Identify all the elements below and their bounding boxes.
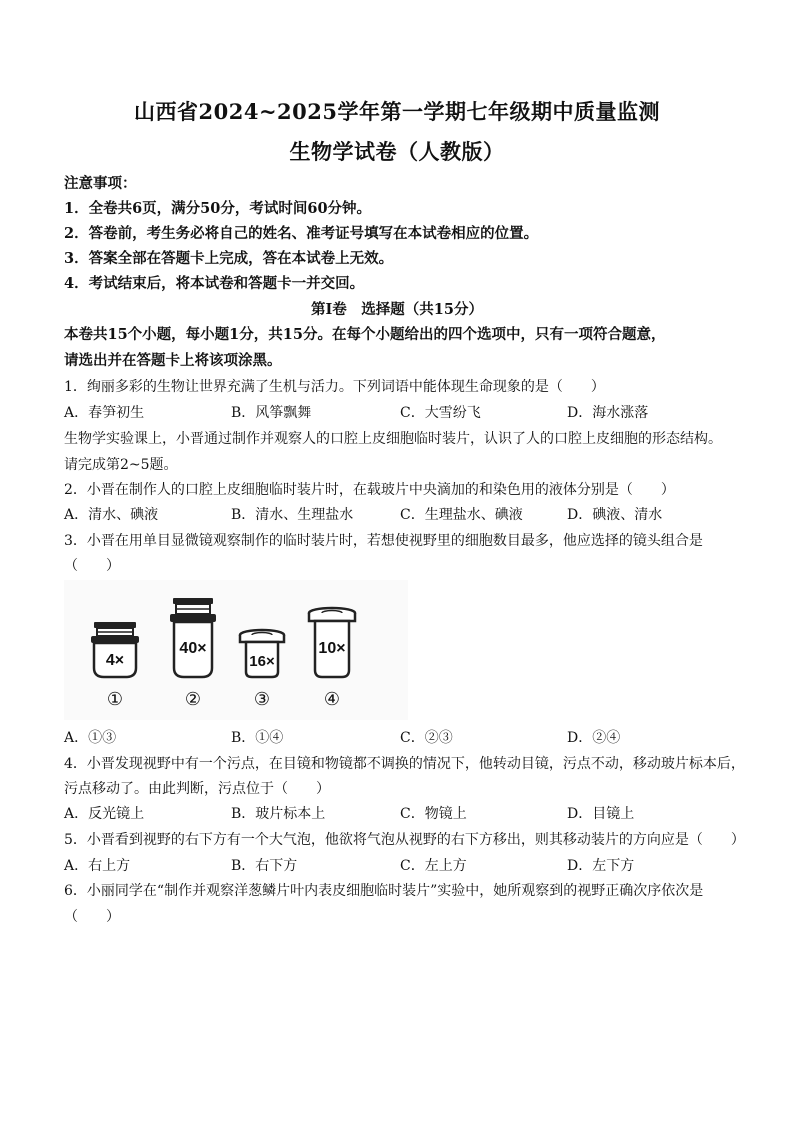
- q1-stem: 1．绚丽多彩的生物让世界充满了生机与活力。下列词语中能体现生命现象的是（ ）: [64, 379, 605, 395]
- q2-options: [64, 505, 744, 525]
- section-instructions-1: 本卷共15个小题，每小题1分，共15分。在每个小题给出的四个选项中，只有一项符合题意，: [64, 326, 666, 343]
- q4-option-b: B．玻片标本上: [231, 806, 326, 822]
- eyepiece-10x: [309, 608, 355, 677]
- q5-option-c: C．左上方: [400, 858, 467, 874]
- page-title: 山西省2024~2025学年第一学期七年级期中质量监测: [134, 99, 660, 124]
- q1-option-b: B．风筝飘舞: [231, 405, 312, 421]
- notice-item-4: 4．考试结束后，将本试卷和答题卡一并交回。: [64, 275, 365, 292]
- q2-option-a: A．清水、碘液: [64, 507, 159, 523]
- section-instructions-2: 请选出并在答题卡上将该项涂黑。: [64, 352, 282, 369]
- q4-option-c: C．物镜上: [400, 806, 467, 822]
- q3-option-b: B．①④: [231, 730, 284, 746]
- lens-4-label: 10×: [318, 640, 346, 657]
- q5-options: [64, 856, 744, 876]
- q4-stem-2: 污点移动了。由此判断，污点位于（ ）: [64, 781, 330, 797]
- q6-stem-1: 6．小丽同学在“制作并观察洋葱鳞片叶内表皮细胞临时装片”实验中，她所观察到的视野正确次序依次是: [64, 883, 704, 899]
- q1-option-c: C．大雪纷飞: [400, 405, 481, 421]
- q2-option-d: D．碘液、清水: [567, 507, 663, 523]
- q5-stem: 5．小晋看到视野的右下方有一个大气泡，他欲将气泡从视野的右下方移出，则其移动装片的方向应是（ ）: [64, 832, 745, 848]
- q2-option-c: C．生理盐水、碘液: [400, 507, 523, 523]
- q3-options: [64, 728, 744, 748]
- q1-options: [64, 403, 744, 423]
- q4-stem-1: 4．小晋发现视野中有一个污点，在目镜和物镜都不调换的情况下，他转动目镜，污点不动，移动玻片标本后，: [64, 756, 745, 772]
- lens-2-label: 40×: [179, 640, 207, 657]
- q3-option-a: A．①③: [64, 730, 117, 746]
- lens-figure: [64, 580, 408, 720]
- q2-option-b: B．清水、生理盐水: [231, 507, 354, 523]
- q6-stem-2: （ ）: [64, 909, 120, 925]
- eyepiece-16x: [240, 630, 284, 677]
- context-line-1: 生物学实验课上，小晋通过制作并观察人的口腔上皮细胞临时装片，认识了人的口腔上皮细胞的形态结构。: [64, 431, 722, 447]
- q3-stem-1: 3．小晋在用单目显微镜观察制作的临时装片时，若想使视野里的细胞数目最多，他应选择的镜头组合是: [64, 533, 703, 549]
- notice-item-3: 3．答案全部在答题卡上完成，答在本试卷上无效。: [64, 250, 394, 267]
- lens-3-label: 16×: [249, 653, 275, 670]
- q4-options: [64, 804, 744, 824]
- q4-option-d: D．目镜上: [567, 806, 635, 822]
- page-subtitle: 生物学试卷（人教版）: [289, 139, 505, 164]
- objective-lens-40x: [170, 598, 216, 677]
- q1-option-a: A．春笋初生: [64, 405, 145, 421]
- context-line-2: 请完成第2~5题。: [64, 457, 178, 473]
- q5-option-d: D．左下方: [567, 858, 635, 874]
- lens-1-number: ①: [106, 689, 124, 709]
- q5-option-a: A．右上方: [64, 858, 131, 874]
- lens-1-label: 4×: [105, 652, 125, 669]
- q3-option-d: D．②④: [567, 730, 621, 746]
- lens-2-number: ②: [184, 689, 202, 709]
- lens-3-number: ③: [253, 689, 271, 709]
- q3-option-c: C．②③: [400, 730, 453, 746]
- notice-item-2: 2．答卷前，考生务必将自己的姓名、准考证号填写在本试卷相应的位置。: [64, 225, 539, 242]
- section-title: 第Ⅰ卷 选择题（共15分）: [311, 301, 483, 318]
- lens-4-number: ④: [323, 689, 341, 709]
- q2-stem: 2．小晋在制作人的口腔上皮细胞临时装片时，在载玻片中央滴加的和染色用的液体分别是（ ）: [64, 482, 675, 498]
- q4-option-a: A．反光镜上: [64, 806, 145, 822]
- q5-option-b: B．右下方: [231, 858, 298, 874]
- notice-item-1: 1．全卷共6页，满分50分，考试时间60分钟。: [64, 200, 372, 217]
- objective-lens-4x: [91, 622, 139, 677]
- notice-heading: 注意事项：: [64, 175, 137, 192]
- q3-stem-2: （ ）: [64, 558, 120, 574]
- q1-option-d: D．海水涨落: [567, 405, 649, 421]
